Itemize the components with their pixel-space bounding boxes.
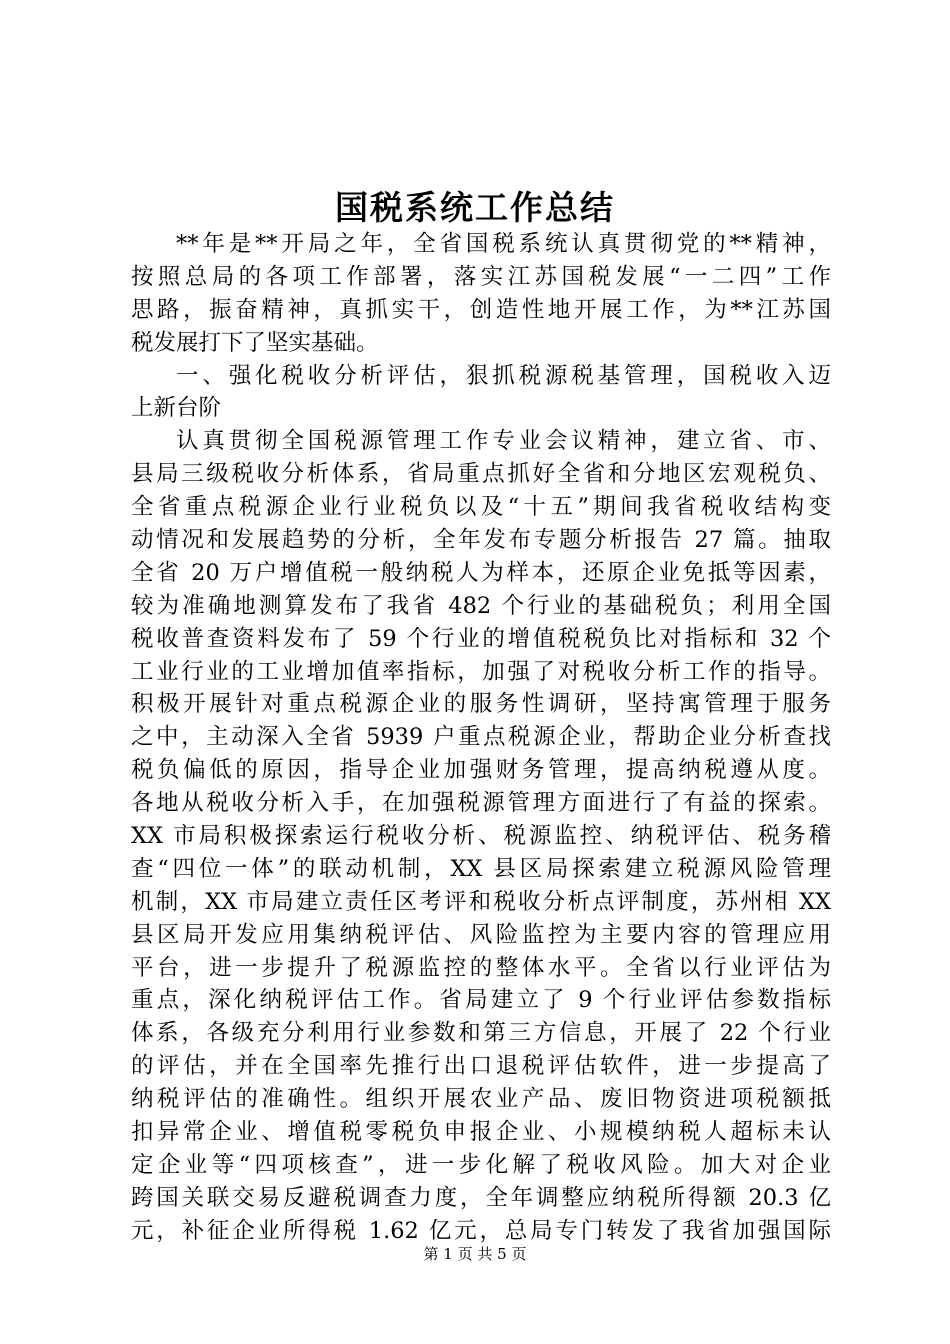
body-line: **年是**开局之年，全省国税系统认真贯彻党的**精神， — [176, 231, 831, 257]
body-line: 查“四位一体”的联动机制，XX 县区局探索建立税源风险管理 — [131, 855, 831, 882]
body-line: XX 市局积极探索运行税收分析、税源监控、纳税评估、税务稽 — [131, 823, 831, 850]
body-line: 较为准确地测算发布了我省 482 个行业的基础税负；利用全国 — [131, 592, 831, 619]
body-line: 之中，主动深入全省 5939 户重点税源企业，帮助企业分析查找 — [131, 724, 831, 751]
body-line: 税发展打下了坚实基础。 — [131, 329, 379, 356]
body-line: 定企业等“四项核查”，进一步化解了税收风险。加大对企业 — [131, 1151, 831, 1178]
body-line: 税收普查资料发布了 59 个行业的增值税税负比对指标和 32 个 — [131, 625, 831, 652]
page-footer: 第 1 页 共 5 页 — [423, 1245, 527, 1263]
body-line: 一、强化税收分析评估，狠抓税源税基管理，国税收入迈 — [176, 362, 831, 389]
body-line: 全省 20 万户增值税一般纳税人为样本，还原企业免抵等因素， — [131, 559, 831, 586]
body-line: 积极开展针对重点税源企业的服务性调研，坚持寓管理于服务 — [131, 691, 831, 718]
body-line: 县局三级税收分析体系，省局重点抓好全省和分地区宏观税负、 — [131, 461, 831, 488]
body-line: 工业行业的工业增加值率指标，加强了对税收分析工作的指导。 — [131, 658, 831, 685]
body-line: 县区局开发应用集纳税评估、风险监控为主要内容的管理应用 — [131, 921, 831, 948]
body-line: 按照总局的各项工作部署，落实江苏国税发展“一二四”工作 — [131, 263, 831, 290]
body-line: 思路，振奋精神，真抓实干，创造性地开展工作，为**江苏国 — [131, 296, 831, 323]
document-title: 国税系统工作总结 — [335, 188, 615, 227]
body-line: 各地从税收分析入手，在加强税源管理方面进行了有益的探索。 — [131, 790, 831, 817]
body-line: 动情况和发展趋势的分析，全年发布专题分析报告 27 篇。抽取 — [131, 527, 831, 554]
body-line: 重点，深化纳税评估工作。省局建立了 9 个行业评估参数指标 — [131, 987, 831, 1014]
body-line: 认真贯彻全国税源管理工作专业会议精神，建立省、市、 — [176, 428, 831, 455]
body-line: 扣异常企业、增值税零税负申报企业、小规模纳税人超标未认 — [131, 1119, 831, 1146]
body-line: 的评估，并在全国率先推行出口退税评估软件，进一步提高了 — [131, 1053, 831, 1080]
body-line: 全省重点税源企业行业税负以及“十五”期间我省税收结构变 — [131, 494, 831, 521]
body-line: 机制，XX 市局建立责任区考评和税收分析点评制度，苏州相 XX — [131, 888, 831, 915]
body-line: 元，补征企业所得税 1.62 亿元，总局专门转发了我省加强国际 — [131, 1217, 831, 1244]
body-line: 税负偏低的原因，指导企业加强财务管理，提高纳税遵从度。 — [131, 757, 831, 784]
document-body — [131, 228, 831, 1248]
body-line: 纳税评估的准确性。组织开展农业产品、废旧物资进项税额抵 — [131, 1086, 831, 1113]
body-line: 平台，进一步提升了税源监控的整体水平。全省以行业评估为 — [131, 954, 831, 981]
body-line: 跨国关联交易反避税调查力度，全年调整应纳税所得额 20.3 亿 — [131, 1184, 831, 1211]
body-line: 体系，各级充分利用行业参数和第三方信息，开展了 22 个行业 — [131, 1020, 831, 1047]
body-line: 上新台阶 — [131, 395, 222, 422]
